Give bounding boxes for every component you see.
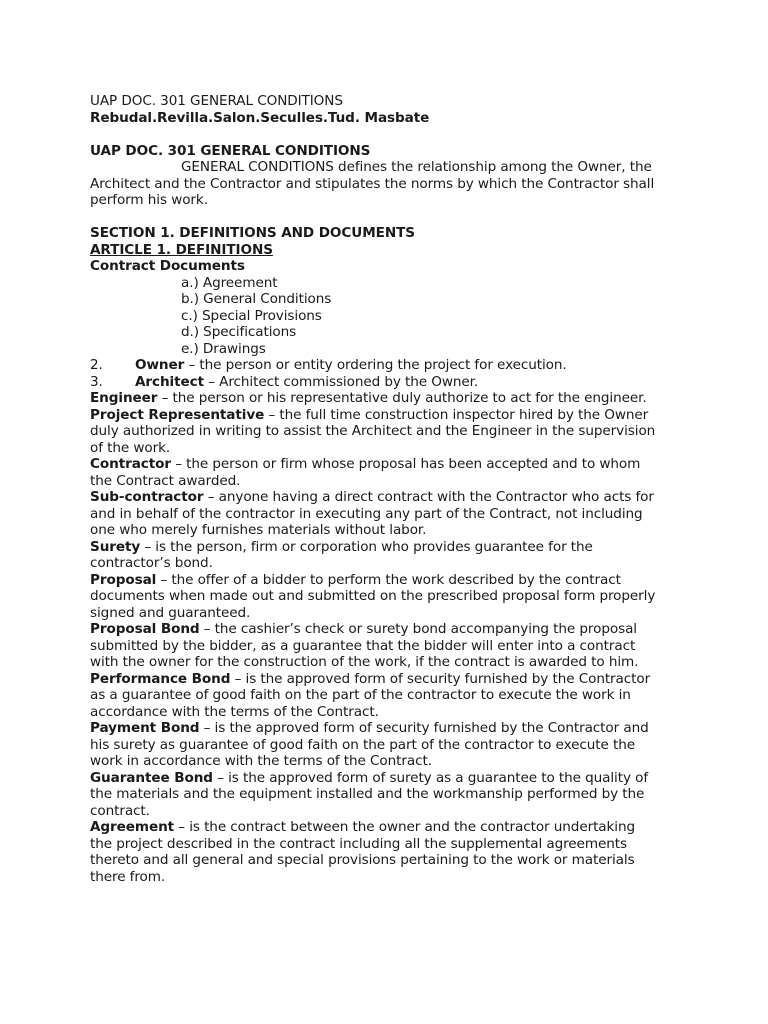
definition-entry bbox=[90, 456, 690, 489]
definition-line bbox=[90, 506, 690, 523]
definition-text: and in behalf of the contractor in executing any part of the Contract, not including bbox=[90, 505, 643, 522]
contract-doc-item: d.) Specifications bbox=[181, 324, 297, 340]
definition-text: his surety as guarantee of good faith on the part of the contractor to execute the bbox=[90, 736, 635, 753]
definition-text: contract. bbox=[90, 802, 150, 819]
definition-text: – is the approved form of security furnished by the Contractor and bbox=[199, 720, 649, 736]
definition-text: thereto and all general and special provisions pertaining to the work or materials bbox=[90, 852, 635, 868]
definition-text: signed and guaranteed. bbox=[90, 604, 251, 621]
spacer bbox=[90, 209, 690, 226]
definition-text: duly authorized in writing to assist the Architect and the Engineer in the supervision bbox=[90, 423, 656, 439]
definition-line bbox=[90, 440, 690, 457]
definition-line bbox=[90, 753, 690, 770]
definition-line bbox=[90, 836, 690, 853]
doc-authors: Rebudal.Revilla.Salon.Seculles.Tud. Masbate bbox=[90, 109, 430, 126]
definition-line bbox=[90, 522, 690, 539]
definition-line bbox=[90, 654, 690, 671]
numbered-definition bbox=[90, 357, 690, 374]
doc-title: UAP DOC. 301 GENERAL CONDITIONS bbox=[90, 93, 343, 109]
definition-text: – the person or firm whose proposal has been accepted and to whom bbox=[170, 456, 641, 472]
definition-number: 2. bbox=[90, 357, 103, 373]
definition-line bbox=[90, 572, 690, 589]
definition-line bbox=[90, 852, 690, 869]
definition-text: one who merely furnishes materials without labor. bbox=[90, 522, 427, 538]
definition-line bbox=[90, 621, 690, 638]
definition-term: Guarantee Bond bbox=[90, 769, 213, 786]
definition-term: Sub-contractor bbox=[90, 489, 204, 505]
definition-text: – the person or entity ordering the project for execution. bbox=[184, 357, 567, 373]
definition-line bbox=[90, 770, 690, 787]
definition-line bbox=[90, 869, 690, 886]
definition-entry bbox=[90, 671, 690, 721]
definition-text: – the person or his representative duly authorize to act for the engineer. bbox=[157, 390, 647, 406]
definition-line bbox=[90, 456, 690, 473]
definition-line bbox=[90, 489, 690, 506]
definition-line bbox=[90, 819, 690, 836]
definition-text: the Contract awarded. bbox=[90, 472, 241, 489]
numbered-definition bbox=[90, 374, 690, 391]
definition-text: – is the approved form of security furnished by the Contractor bbox=[230, 670, 651, 687]
definition-line bbox=[90, 473, 690, 490]
contract-doc-item: a.) Agreement bbox=[181, 274, 278, 291]
definition-term: Proposal bbox=[90, 571, 157, 588]
definition-entry bbox=[90, 819, 690, 885]
document-page bbox=[90, 93, 690, 885]
definition-entry bbox=[90, 390, 690, 407]
definition-text: – the full time construction inspector hired by the Owner bbox=[264, 406, 649, 423]
definition-number: 3. bbox=[90, 373, 103, 390]
definition-line bbox=[90, 803, 690, 820]
definition-term: Owner bbox=[135, 357, 185, 373]
definition-entry bbox=[90, 572, 690, 622]
definition-text: with the owner for the construction of the work, if the contract is awarded to him. bbox=[90, 654, 639, 670]
definition-term: Agreement bbox=[90, 819, 175, 835]
intro-line-2: Architect and the Contractor and stipulates the norms by which the Contractor shall bbox=[90, 175, 655, 192]
definition-line bbox=[90, 605, 690, 622]
definition-text: contractor’s bond. bbox=[90, 555, 213, 571]
definition-term: Engineer bbox=[90, 390, 158, 406]
definition-text: submitted by the bidder, as a guarantee that the bidder will enter into a contract bbox=[90, 637, 636, 654]
definition-line bbox=[90, 720, 690, 737]
contract-doc-item: c.) Special Provisions bbox=[181, 307, 322, 324]
definitions-list bbox=[90, 390, 690, 885]
definition-term: Project Representative bbox=[90, 406, 265, 423]
definition-term: Performance Bond bbox=[90, 670, 231, 687]
definition-line bbox=[90, 786, 690, 803]
definition-line bbox=[90, 539, 690, 556]
definition-text: – is the contract between the owner and the contractor undertaking bbox=[174, 819, 636, 835]
definition-line bbox=[90, 638, 690, 655]
spacer bbox=[90, 126, 690, 143]
contract-docs-heading: Contract Documents bbox=[90, 258, 245, 274]
definition-entry bbox=[90, 407, 690, 457]
section-heading: SECTION 1. DEFINITIONS AND DOCUMENTS bbox=[90, 225, 415, 241]
definition-text: – anyone having a direct contract with the Contractor who acts for bbox=[203, 489, 654, 505]
definition-text: work in accordance with the terms of the Contract. bbox=[90, 753, 432, 769]
definition-line bbox=[90, 687, 690, 704]
intro-line-3: perform his work. bbox=[90, 192, 208, 208]
definition-text: as a guarantee of good faith on the part of the contractor to execute the work in bbox=[90, 687, 631, 703]
intro-heading: UAP DOC. 301 GENERAL CONDITIONS bbox=[90, 142, 371, 159]
contract-doc-item: e.) Drawings bbox=[181, 340, 266, 357]
definition-text: documents when made out and submitted on the prescribed proposal form properly bbox=[90, 588, 656, 604]
definition-line bbox=[90, 555, 690, 572]
definition-text: the project described in the contract including all the supplemental agreements bbox=[90, 835, 627, 852]
definition-line bbox=[90, 407, 690, 424]
definition-text: – is the approved form of surety as a guarantee to the quality of bbox=[212, 769, 649, 786]
definition-term: Architect bbox=[135, 373, 204, 390]
intro-line-1: GENERAL CONDITIONS defines the relationship among the Owner, the bbox=[181, 159, 652, 175]
definition-line bbox=[90, 671, 690, 688]
definition-text: there from. bbox=[90, 868, 166, 885]
contract-doc-item: b.) General Conditions bbox=[181, 291, 332, 307]
definition-text: – Architect commissioned by the Owner. bbox=[204, 373, 479, 390]
definition-line bbox=[90, 588, 690, 605]
definition-text: – is the person, firm or corporation who provides guarantee for the bbox=[140, 538, 593, 555]
definition-text: the materials and the equipment installed and the workmanship performed by the bbox=[90, 786, 645, 802]
definition-line bbox=[90, 390, 690, 407]
definition-term: Proposal Bond bbox=[90, 621, 200, 637]
definition-entry bbox=[90, 770, 690, 820]
definition-text: accordance with the terms of the Contract. bbox=[90, 703, 379, 720]
definition-entry bbox=[90, 539, 690, 572]
definition-line bbox=[90, 737, 690, 754]
definition-term: Payment Bond bbox=[90, 720, 200, 736]
definition-text: – the offer of a bidder to perform the work described by the contract bbox=[156, 571, 621, 588]
definition-line bbox=[90, 704, 690, 721]
definition-term: Surety bbox=[90, 538, 141, 555]
definition-line bbox=[90, 423, 690, 440]
definition-term: Contractor bbox=[90, 456, 171, 472]
definition-entry bbox=[90, 489, 690, 539]
definition-entry bbox=[90, 621, 690, 671]
definition-text: of the work. bbox=[90, 439, 171, 456]
definition-entry bbox=[90, 720, 690, 770]
article-heading: ARTICLE 1. DEFINITIONS bbox=[90, 241, 273, 258]
definition-text: – the cashier’s check or surety bond accompanying the proposal bbox=[199, 621, 637, 637]
